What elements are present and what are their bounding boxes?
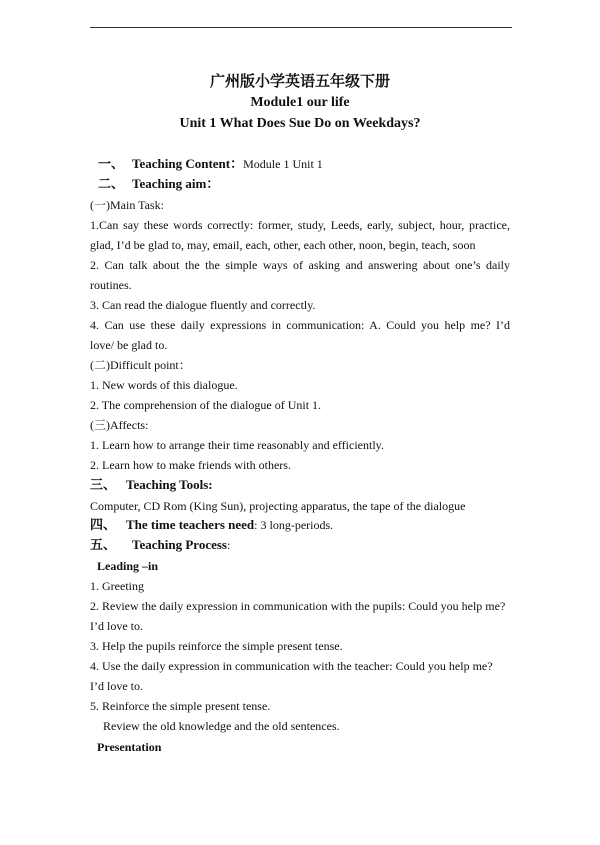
main-task-1-line-2: glad, I’d be glad to, may, email, each, other, each other, noon, begin, teach, soon (90, 238, 476, 252)
affects-2: 2. Learn how to make friends with others. (90, 458, 291, 472)
section-label: The time teachers need (126, 517, 255, 532)
process-step-5-detail: Review the old knowledge and the old sentences. (103, 719, 340, 733)
difficult-point-heading: (二)Difficult point： (90, 358, 191, 372)
process-step-4-line-2: I’d love to. (90, 679, 143, 693)
section-label: Teaching aim： (132, 176, 220, 191)
section-number: 一、 (98, 156, 125, 171)
section-time-needed (90, 517, 333, 533)
section-teaching-content (98, 156, 323, 172)
process-step-4-line-1: 4. Use the daily expression in communication with the teacher: Could you help me? (90, 659, 493, 673)
leading-in-heading: Leading –in (97, 559, 159, 573)
section-teaching-process (90, 537, 230, 553)
presentation-heading: Presentation (97, 740, 162, 754)
process-step-2-line-1: 2. Review the daily expression in communication with the pupils: Could you help me? (90, 599, 506, 613)
section-number: 五、 (90, 537, 117, 552)
section-teaching-tools (90, 477, 213, 493)
main-task-1-line-1: 1.Can say these words correctly: former, study, Leeds, early, subject, hour, practice, (90, 218, 510, 232)
section-number: 四、 (90, 517, 117, 532)
process-step-2-line-2: I’d love to. (90, 619, 143, 633)
section-label: Teaching Tools: (126, 477, 213, 492)
document-title-chinese: 广州版小学英语五年级下册 (209, 74, 390, 90)
section-number: 二、 (98, 176, 125, 191)
main-task-4-line-1: 4. Can use these daily expressions in communication: A. Could you help me? I’d (90, 318, 510, 332)
difficult-point-2: 2. The comprehension of the dialogue of Unit 1. (90, 398, 322, 412)
section-teaching-aim (98, 176, 219, 192)
affects-1: 1. Learn how to arrange their time reasonably and efficiently. (90, 438, 384, 452)
section-label: Teaching Process (132, 537, 227, 552)
teaching-tools-text: Computer, CD Rom (King Sun), projecting apparatus, the tape of the dialogue (90, 499, 466, 513)
main-task-heading: (一)Main Task: (90, 198, 164, 212)
unit-title: Unit 1 What Does Sue Do on Weekdays? (179, 116, 421, 131)
section-number: 三、 (90, 477, 117, 492)
section-value: Module 1 Unit 1 (243, 157, 323, 171)
section-value: : (226, 538, 231, 552)
section-value: : 3 long-periods. (254, 518, 334, 532)
main-task-4-line-2: love/ be glad to. (90, 338, 168, 352)
main-task-2-line-2: routines. (90, 278, 132, 292)
module-title: Module1 our life (250, 95, 350, 110)
difficult-point-1: 1. New words of this dialogue. (90, 378, 238, 392)
affects-heading: (三)Affects: (90, 418, 149, 432)
process-step-3: 3. Help the pupils reinforce the simple present tense. (90, 639, 343, 653)
header-rule (90, 27, 512, 28)
process-step-1: 1. Greeting (90, 579, 144, 593)
main-task-3: 3. Can read the dialogue fluently and correctly. (90, 298, 316, 312)
main-task-2-line-1: 2. Can talk about the the simple ways of asking and answering about one’s daily (90, 258, 510, 272)
process-step-5: 5. Reinforce the simple present tense. (90, 699, 271, 713)
section-label: Teaching Content： (132, 156, 244, 171)
